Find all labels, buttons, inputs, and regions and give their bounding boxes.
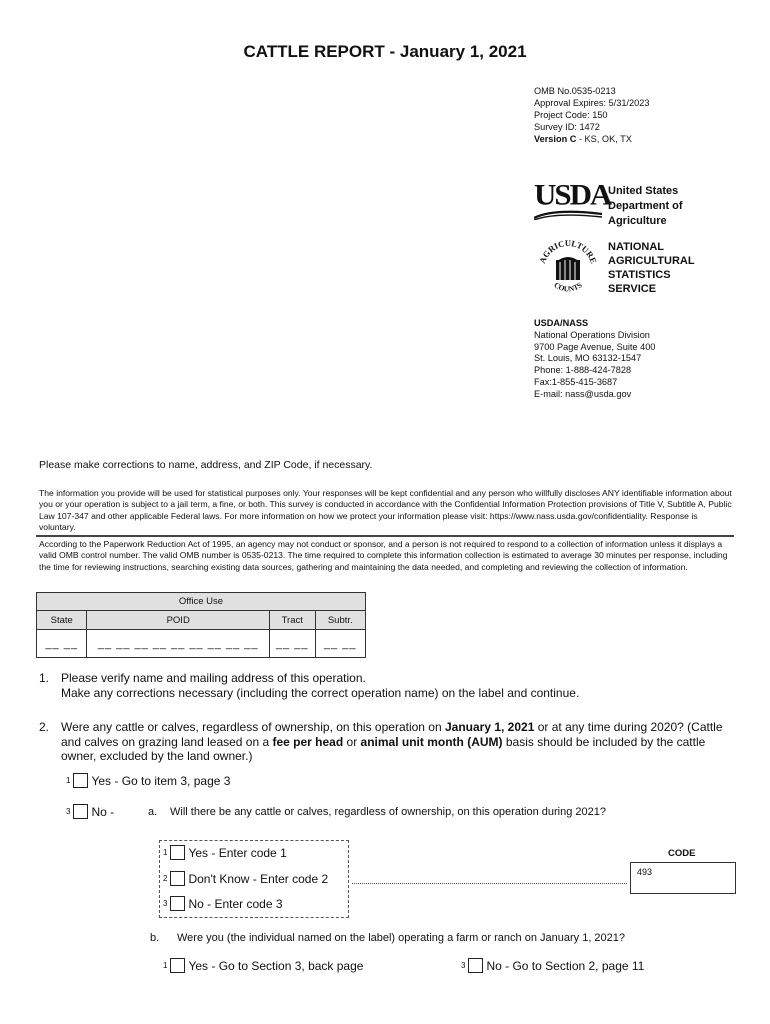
office-use-table xyxy=(36,592,366,658)
q2b-no-code: 3 xyxy=(461,961,466,970)
omb-number: OMB No.0535-0213 xyxy=(534,86,616,96)
nass-seal-icon xyxy=(536,238,600,300)
q2-no-checkbox[interactable] xyxy=(73,804,88,819)
q2-date: January 1, 2021 xyxy=(444,720,535,734)
q2-number: 2. xyxy=(39,720,50,734)
q2a-dk-checkbox[interactable] xyxy=(170,871,185,886)
q2a-option-dont-know[interactable] xyxy=(163,871,328,886)
divider xyxy=(36,535,734,537)
q2-no-label: No - xyxy=(91,804,115,819)
q2a-dk-label: Don't Know - Enter code 2 xyxy=(188,871,329,886)
nass-line-4: SERVICE xyxy=(608,283,657,295)
q2-text-2: or at any time during 2020? (Cattle and calves on grazing land leased on a xyxy=(61,720,723,749)
q2b-text: Were you (the individual named on the label) operating a farm or ranch on January 1, 2021? xyxy=(177,932,626,944)
q2a-yes-code: 1 xyxy=(163,848,168,857)
dept-line-1: United States xyxy=(608,185,679,197)
confidentiality-statement: The information you provide will be used for statistical purposes only. Your responses will be kept confidential and any person who willfully discloses ANY identifiable information about you or your operation is subject to a jail term, a fine, or both. This survey is conducted in accordance with the Confidential Information Protection provisions of Title V, Subtitle A, Public Law 107-347 and other applicable Federal laws. For more information on how we protect your information please visit: https://www.nass.usda.gov/confidentiality. Response is voluntary. xyxy=(39,488,732,533)
office-use-header: Office Use xyxy=(37,593,366,611)
q2-fee-per-head: fee per head xyxy=(272,734,344,749)
q2-option-yes[interactable] xyxy=(66,773,230,788)
q2b-letter: b. xyxy=(150,932,160,944)
dept-line-2: Department of xyxy=(608,200,683,212)
tract-field[interactable]: __ __ xyxy=(270,630,316,658)
state-field[interactable]: __ __ xyxy=(37,630,87,658)
address-division: National Operations Division xyxy=(534,329,650,340)
q2b-yes-label: Yes - Go to Section 3, back page xyxy=(188,958,364,973)
seal-top-text: AGRICULTURE xyxy=(537,238,599,265)
usda-wordmark: USDA xyxy=(534,177,611,212)
q2a-no-label: No - Enter code 3 xyxy=(188,896,283,911)
usda-logo xyxy=(534,177,611,218)
q2-yes-label: Yes - Go to item 3, page 3 xyxy=(91,773,231,788)
dept-line-3: Agriculture xyxy=(608,215,667,227)
q2a-no-code: 3 xyxy=(163,899,168,908)
project-code: Project Code: 150 xyxy=(534,110,608,120)
q2-no-code: 3 xyxy=(66,807,71,816)
nass-line-2: AGRICULTURAL xyxy=(608,255,695,267)
q2-text-3: or xyxy=(343,734,361,749)
q2a-option-yes[interactable] xyxy=(163,845,287,860)
version-states: - KS, OK, TX xyxy=(576,134,632,144)
code-entry-box[interactable] xyxy=(630,862,736,894)
col-tract: Tract xyxy=(270,611,316,630)
q1-line-1: Please verify name and mailing address of this operation. xyxy=(61,671,366,685)
version-line xyxy=(534,133,649,145)
svg-text:COUNTS xyxy=(552,280,583,293)
q2a-dk-code: 2 xyxy=(163,874,168,883)
q2b-no-checkbox[interactable] xyxy=(468,958,483,973)
omb-block xyxy=(534,85,649,145)
nass-line-3: STATISTICS xyxy=(608,269,671,281)
nass-name xyxy=(608,240,695,296)
q2-aum: animal unit month (AUM) xyxy=(360,734,503,749)
usda-logo-swoosh xyxy=(534,207,602,217)
q1-number: 1. xyxy=(39,671,50,685)
paperwork-reduction-statement: According to the Paperwork Reduction Act of 1995, an agency may not conduct or sponsor, and a person is not required to respond to a collection of information unless it displays a valid OMB control number. The valid OMB number is 0535-0213. The time required to complete this information collection is estimated to average 30 minutes per response, including the time for reviewing instructions, searching existing data sources, gathering and maintaining the data needed, and completing and reviewing the collection of information. xyxy=(39,539,728,572)
q2-text-4: basis should be included by the cattle owner, excluded by the land owner.) xyxy=(61,734,706,763)
col-state: State xyxy=(37,611,87,630)
q2-text-1: Were any cattle or calves, regardless of ownership, on this operation on xyxy=(61,720,445,734)
code-item-number: 493 xyxy=(637,867,653,877)
q1-line-2: Make any corrections necessary (including the correct operation name) on the label and continue. xyxy=(61,685,580,700)
q2a-yes-label: Yes - Enter code 1 xyxy=(188,845,287,860)
col-subtr: Subtr. xyxy=(315,611,366,630)
q2-yes-checkbox[interactable] xyxy=(73,773,88,788)
q1-text xyxy=(61,671,731,700)
q2-option-no[interactable] xyxy=(66,804,114,819)
survey-id: Survey ID: 1472 xyxy=(534,122,600,132)
q2-yes-code: 1 xyxy=(66,776,71,785)
code-header: CODE xyxy=(668,848,696,859)
q2a-yes-checkbox[interactable] xyxy=(170,845,185,860)
q2-text xyxy=(61,720,733,764)
version-label: Version C xyxy=(534,134,577,144)
nass-line-1: NATIONAL xyxy=(608,241,665,253)
q2b-yes-checkbox[interactable] xyxy=(170,958,185,973)
subtr-field[interactable]: __ __ xyxy=(315,630,366,658)
page-title: CATTLE REPORT - January 1, 2021 xyxy=(243,42,527,61)
nass-address xyxy=(534,318,655,401)
seal-bottom-text: COUNTS xyxy=(552,280,584,294)
q2b-option-no[interactable] xyxy=(461,958,644,973)
address-org: USDA/NASS xyxy=(534,318,589,328)
address-phone: Phone: 1-888-424-7828 xyxy=(534,365,632,376)
col-poid: POID xyxy=(87,611,270,630)
address-fax: Fax:1-855-415-3687 xyxy=(534,376,618,387)
address-email: E-mail: nass@usda.gov xyxy=(534,388,632,399)
usda-department-name xyxy=(608,184,683,229)
address-city: St. Louis, MO 63132-1547 xyxy=(534,353,642,364)
q2b-no-label: No - Go to Section 2, page 11 xyxy=(486,958,645,973)
corrections-note: Please make corrections to name, address, and ZIP Code, if necessary. xyxy=(39,459,373,471)
q2a-option-no[interactable] xyxy=(163,896,283,911)
address-street: 9700 Page Avenue, Suite 400 xyxy=(534,341,656,352)
approval-expires: Approval Expires: 5/31/2023 xyxy=(534,98,650,108)
q2a-no-checkbox[interactable] xyxy=(170,896,185,911)
poid-field[interactable]: __ __ __ __ __ __ __ __ __ xyxy=(87,630,270,658)
q2a-letter: a. xyxy=(148,806,158,818)
q2b-yes-code: 1 xyxy=(163,961,168,970)
leader-dots xyxy=(352,883,627,884)
q2a-text: Will there be any cattle or calves, regardless of ownership, on this operation during 2021? xyxy=(170,806,606,818)
q2b-option-yes[interactable] xyxy=(163,958,363,973)
